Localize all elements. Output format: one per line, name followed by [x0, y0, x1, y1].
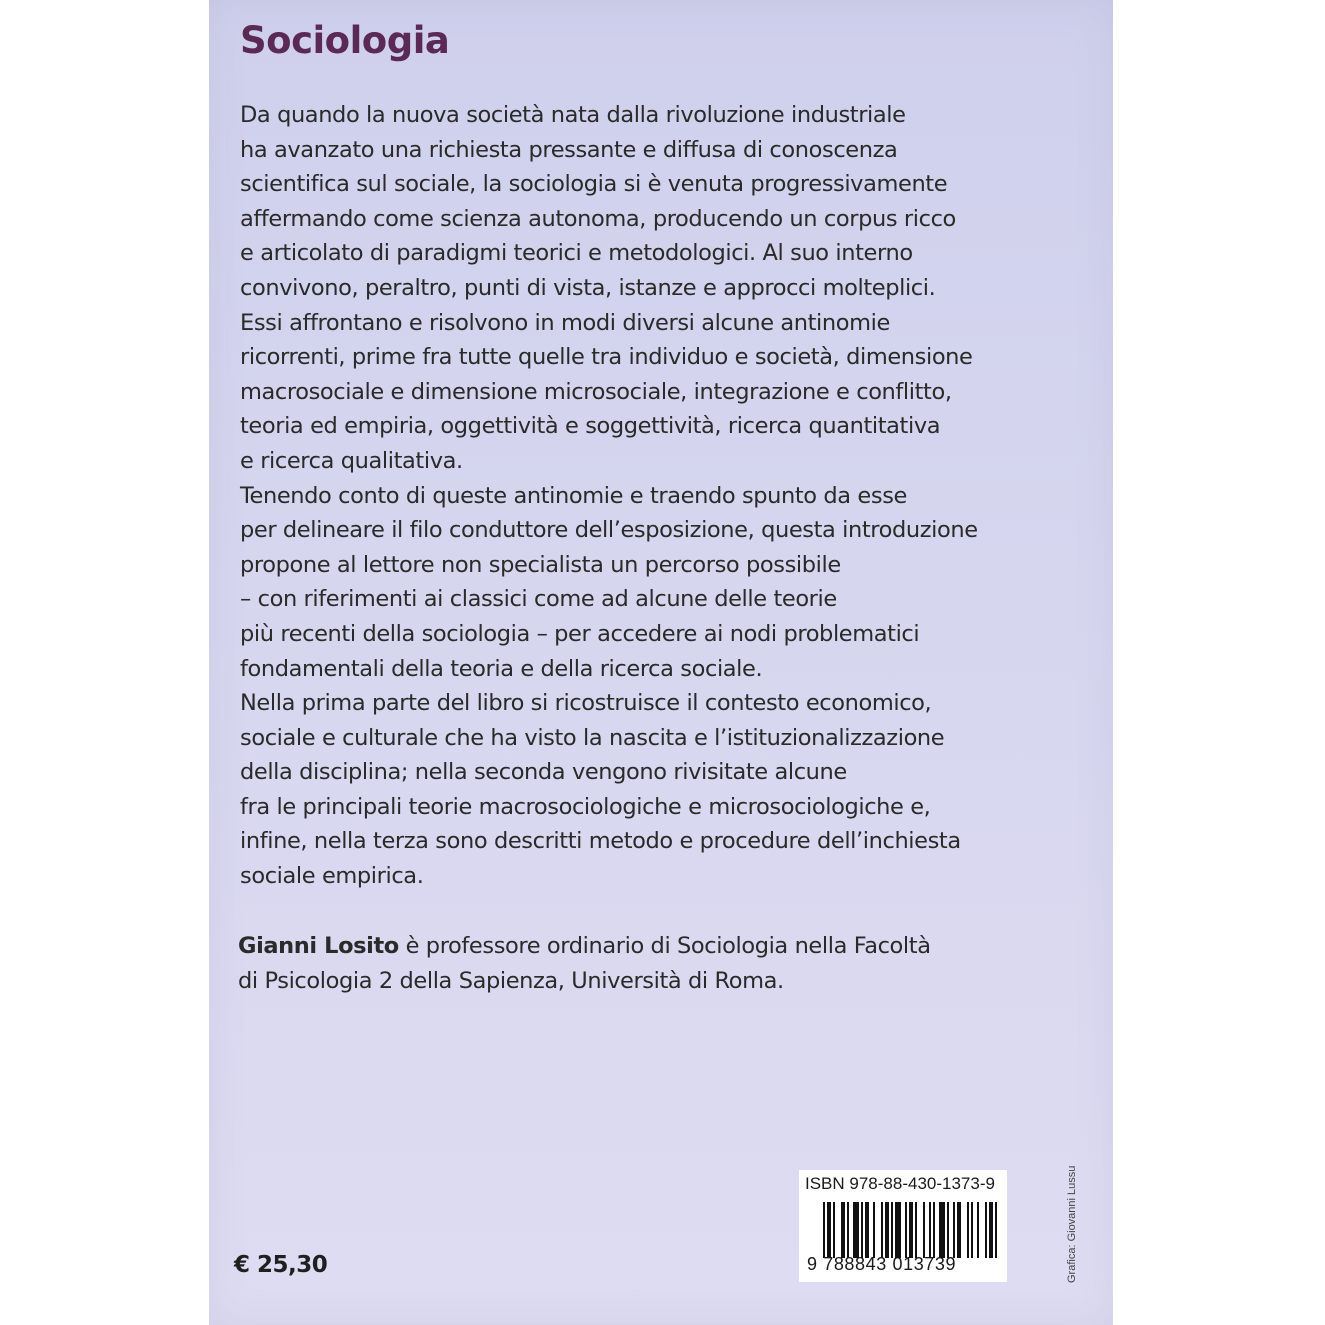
- barcode-bar: [923, 1202, 925, 1258]
- blurb-line: e articolato di paradigmi teorici e metodologici. Al suo interno: [240, 240, 913, 267]
- blurb-line: macrosociale e dimensione microsociale, integrazione e conflitto,: [240, 378, 952, 405]
- barcode-bar: [841, 1202, 845, 1258]
- barcode-bar: [905, 1202, 907, 1258]
- barcode-bar: [853, 1202, 859, 1258]
- barcode-bar: [915, 1202, 917, 1258]
- barcode-bar: [929, 1202, 931, 1258]
- author-bio-text-1: è professore ordinario di Sociologia nella Facoltà: [398, 933, 931, 959]
- barcode-bar: [995, 1202, 997, 1258]
- barcode-bar: [989, 1202, 993, 1258]
- barcode-bar: [881, 1202, 883, 1258]
- blurb-line: sociale empirica.: [240, 863, 424, 890]
- barcode-bar: [957, 1202, 961, 1258]
- barcode-bar: [967, 1202, 969, 1258]
- barcode-box: [799, 1170, 1007, 1282]
- author-bio-line-2: di Psicologia 2 della Sapienza, Università di Roma.: [238, 967, 784, 994]
- isbn-label: ISBN 978-88-430-1373-9: [805, 1174, 995, 1193]
- barcode-bar: [861, 1202, 863, 1258]
- barcode-bar: [947, 1202, 949, 1258]
- barcode-bar: [953, 1202, 955, 1258]
- barcode-bar: [847, 1202, 849, 1258]
- design-credit: Grafica: Giovanni Lussu: [1066, 1165, 1078, 1283]
- barcode-bar: [885, 1202, 889, 1258]
- barcode-bar: [865, 1202, 869, 1258]
- author-bio-line-1: [238, 929, 998, 964]
- barcode-digits: 9 788843 013739: [807, 1254, 957, 1274]
- barcode-bar: [833, 1202, 835, 1258]
- barcode-icon: [823, 1202, 999, 1258]
- barcode-bar: [823, 1202, 825, 1258]
- barcode-bar: [895, 1202, 901, 1258]
- blurb-line: più recenti della sociologia – per accedere ai nodi problematici: [240, 620, 920, 647]
- blurb-line: sociale e culturale che ha visto la nascita e l’istituzionalizzazione: [240, 724, 945, 751]
- barcode-bar: [985, 1202, 987, 1258]
- barcode-bar: [827, 1202, 831, 1258]
- barcode-bar: [977, 1202, 979, 1258]
- blurb-line: fra le principali teorie macrosociologiche e microsociologiche e,: [240, 793, 931, 820]
- blurb-line: scientifica sul sociale, la sociologia si è venuta progressivamente: [240, 171, 948, 198]
- blurb-line: – con riferimenti ai classici come ad alcune delle teorie: [240, 586, 837, 613]
- blurb-line: propone al lettore non specialista un percorso possibile: [240, 551, 841, 578]
- blurb-line: fondamentali della teoria e della ricerca sociale.: [240, 655, 763, 682]
- blurb-line: Essi affrontano e risolvono in modi diversi alcune antinomie: [240, 309, 890, 336]
- book-title: Sociologia: [240, 19, 450, 62]
- barcode-bar: [933, 1202, 935, 1258]
- blurb-line: ha avanzato una richiesta pressante e diffusa di conoscenza: [240, 136, 898, 163]
- blurb-line: Da quando la nuova società nata dalla rivoluzione industriale: [240, 102, 906, 128]
- blurb-text: [240, 98, 1000, 894]
- barcode-bar: [971, 1202, 973, 1258]
- barcode-bar: [873, 1202, 875, 1258]
- blurb-line: convivono, peraltro, punti di vista, istanze e approcci molteplici.: [240, 274, 936, 301]
- barcode-bar: [891, 1202, 893, 1258]
- price: € 25,30: [234, 1252, 328, 1278]
- author-name: Gianni Losito: [238, 933, 399, 959]
- blurb-line: e ricerca qualitativa.: [240, 447, 463, 474]
- blurb-line: affermando come scienza autonoma, producendo un corpus ricco: [240, 205, 956, 232]
- author-bio: [238, 929, 998, 998]
- barcode-bar: [909, 1202, 913, 1258]
- blurb-line: della disciplina; nella seconda vengono rivisitate alcune: [240, 759, 847, 786]
- blurb-line: per delineare il filo conduttore dell’esposizione, questa introduzione: [240, 517, 978, 544]
- blurb-line: Nella prima parte del libro si ricostruisce il contesto economico,: [240, 690, 932, 717]
- blurb-line: infine, nella terza sono descritti metodo e procedure dell’inchiesta: [240, 828, 961, 855]
- barcode-bar: [939, 1202, 945, 1258]
- blurb-line: Tenendo conto di queste antinomie e traendo spunto da esse: [240, 482, 907, 509]
- blurb-line: ricorrenti, prime fra tutte quelle tra individuo e società, dimensione: [240, 344, 973, 371]
- blurb-line: teoria ed empiria, oggettività e soggettività, ricerca quantitativa: [240, 413, 941, 440]
